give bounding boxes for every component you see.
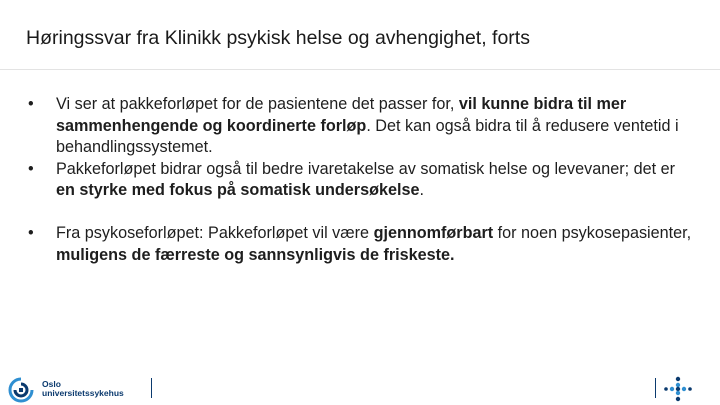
- bullet-text-emphasis: gjennomførbart: [373, 223, 494, 242]
- logo-line-2: universitetssykehus: [42, 388, 124, 398]
- bullet-text-part: Fra psykoseforløpet: Pakkeforløpet vil være: [56, 223, 374, 242]
- footer-divider-right: [655, 378, 656, 398]
- bullet-text-part: Vi ser at pakkeforløpet for de pasientene det passer for,: [56, 95, 459, 113]
- bullet-text-part: for noen psykosepasienter,: [493, 223, 692, 242]
- bullet-text-part: . Det kan også bidra til å redusere ventetid i behandlingssystemet.: [56, 116, 679, 157]
- bullet-text-emphasis: muligens de færreste og sannsynligvis de friskeste.: [56, 245, 455, 264]
- footer-divider-left: [151, 378, 152, 398]
- bullet-marker: •: [28, 159, 34, 178]
- bullet-marker: •: [28, 95, 34, 113]
- oslo-university-hospital-logo-icon: [8, 377, 34, 403]
- bullet-item: [28, 223, 698, 266]
- bullet-text-part: Pakkeforløpet bidrar også til bedre ivaretakelse av somatisk helse og levevaner; det er: [56, 159, 676, 178]
- logo-line-1: Oslo: [42, 379, 61, 389]
- hospital-logo: [8, 376, 158, 405]
- bullet-text-emphasis: vil kunne bidra til mer sammenhengende og koordinerte forløp: [56, 95, 627, 135]
- footer: [0, 370, 720, 405]
- slide-title: Høringssvar fra Klinikk psykisk helse og avhengighet, forts: [26, 27, 530, 49]
- bullet-list: [28, 94, 698, 266]
- bullet-item: [28, 159, 698, 202]
- bullet-item: [28, 94, 698, 159]
- title-divider: [0, 69, 720, 70]
- bullet-text-emphasis: en styrke med fokus på somatisk undersøkelse: [56, 181, 420, 200]
- bullet-spacer: [28, 202, 698, 223]
- bullet-text-part: .: [419, 181, 424, 200]
- bullet-marker: •: [28, 223, 34, 242]
- dotted-cross-icon: [664, 375, 692, 403]
- logo-wordmark: [42, 380, 124, 398]
